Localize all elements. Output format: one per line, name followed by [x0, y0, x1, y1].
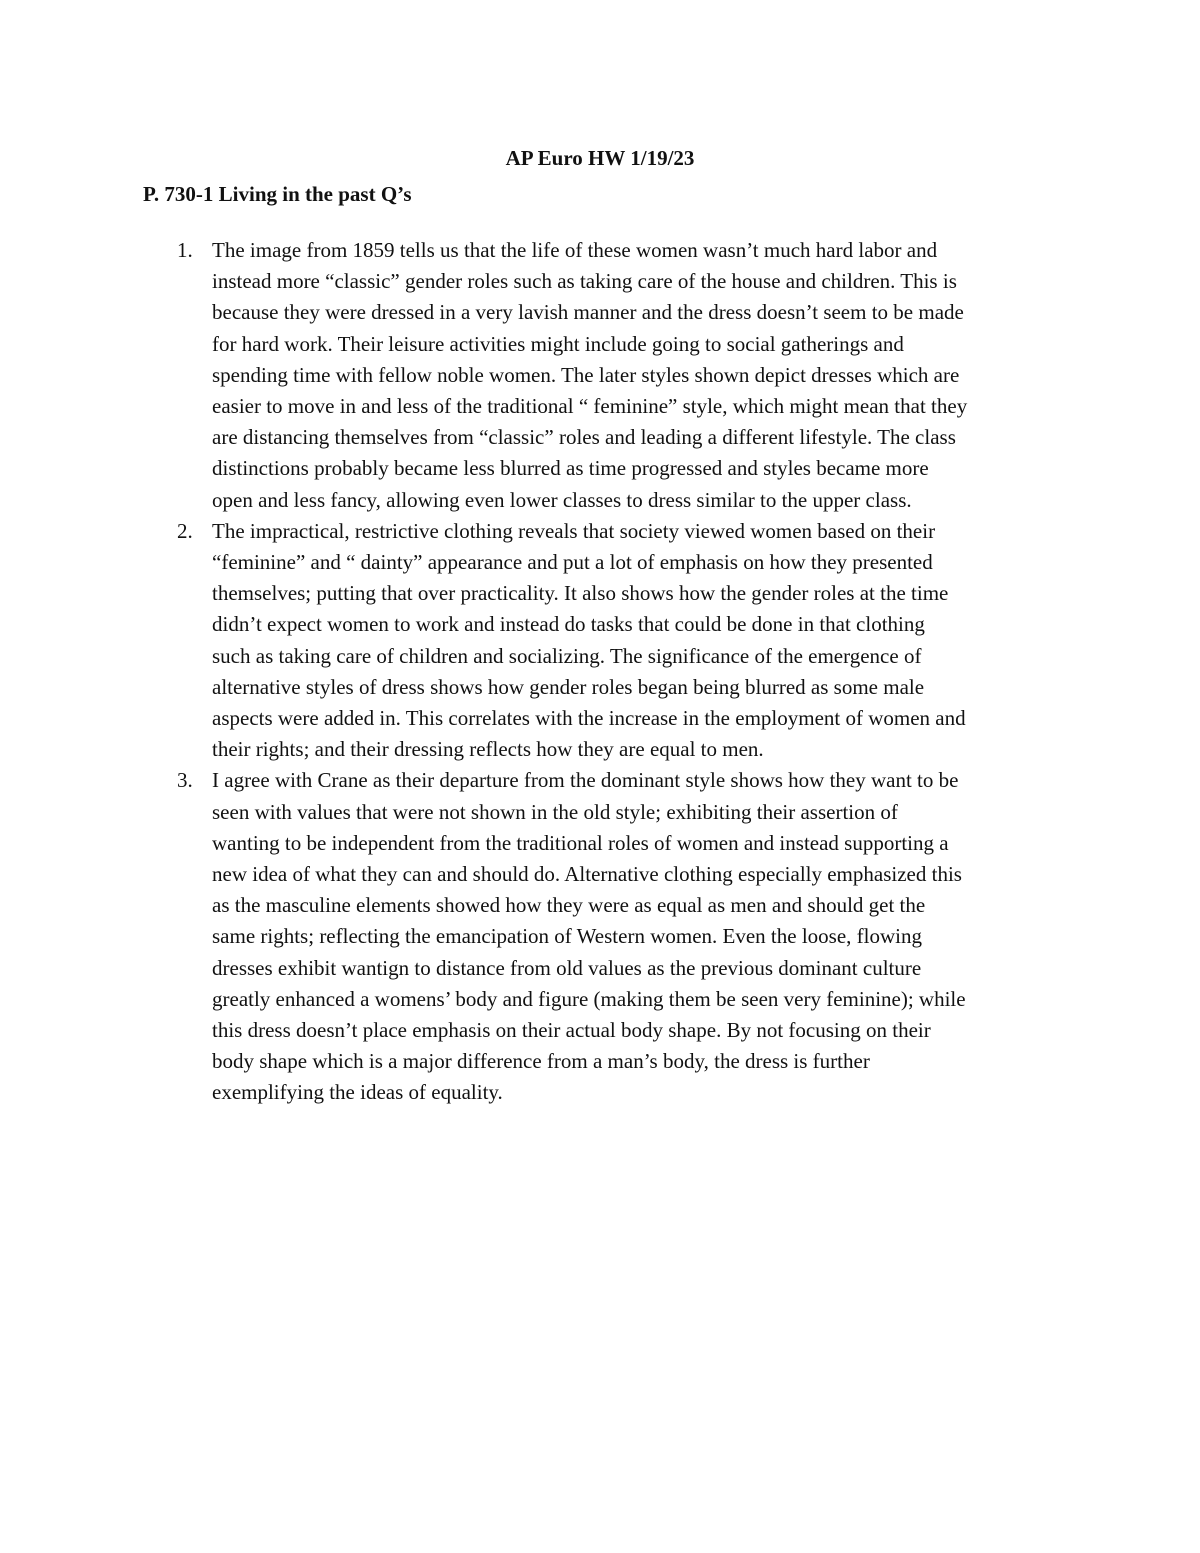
text-line: distinctions probably became less blurred as time progressed and styles became more [212, 456, 929, 481]
text-line: The impractical, restrictive clothing reveals that society viewed women based on their [212, 518, 936, 543]
answer-list [143, 235, 1073, 1109]
text-line: body shape which is a major difference from a man’s body, the dress is further [212, 1049, 870, 1074]
answer-item-1 [143, 235, 1073, 516]
text-line: such as taking care of children and socializing. The significance of the emergence of [212, 643, 922, 668]
page-title: AP Euro HW 1/19/23 [505, 146, 695, 170]
text-line: exemplifying the ideas of equality. [212, 1080, 503, 1105]
text-line: instead more “classic” gender roles such as taking care of the house and children. This is [212, 269, 957, 294]
text-line: because they were dressed in a very lavish manner and the dress doesn’t seem to be made [212, 300, 964, 325]
text-line: alternative styles of dress shows how gender roles began being blurred as some male [212, 674, 925, 699]
answer-text [212, 765, 1073, 1108]
text-line: I agree with Crane as their departure from the dominant style shows how they want to be [212, 768, 959, 793]
text-line: “feminine” and “ dainty” appearance and put a lot of emphasis on how they presented [212, 550, 933, 575]
text-line: themselves; putting that over practicality. It also shows how the gender roles at the time [212, 581, 949, 606]
text-line: new idea of what they can and should do. Alternative clothing especially emphasized this [212, 862, 962, 887]
text-line: this dress doesn’t place emphasis on their actual body shape. By not focusing on their [212, 1018, 931, 1043]
text-line: are distancing themselves from “classic” roles and leading a different lifestyle. The class [212, 425, 956, 450]
text-line: as the masculine elements showed how they were as equal as men and should get the [212, 893, 926, 918]
answer-number: 3. [177, 768, 193, 793]
text-line: open and less fancy, allowing even lower classes to dress similar to the upper class. [212, 487, 912, 512]
answer-text [212, 516, 1073, 766]
answer-item-2 [143, 516, 1073, 766]
text-line: spending time with fellow noble women. The later styles shown depict dresses which are [212, 362, 960, 387]
text-line: for hard work. Their leisure activities might include going to social gatherings and [212, 331, 904, 356]
answer-text [212, 235, 1073, 516]
text-line: seen with values that were not shown in the old style; exhibiting their assertion of [212, 799, 898, 824]
text-line: wanting to be independent from the traditional roles of women and instead supporting a [212, 830, 949, 855]
text-line: The image from 1859 tells us that the life of these women wasn’t much hard labor and [212, 238, 938, 262]
text-line: didn’t expect women to work and instead do tasks that could be done in that clothing [212, 612, 925, 637]
text-line: greatly enhanced a womens’ body and figure (making them be seen very feminine); while [212, 986, 966, 1011]
answer-item-3 [143, 765, 1073, 1108]
answer-number: 1. [177, 238, 193, 262]
text-line: aspects were added in. This correlates with the increase in the employment of women and [212, 706, 966, 731]
text-line: dresses exhibit wantign to distance from old values as the previous dominant culture [212, 955, 922, 980]
text-line: easier to move in and less of the traditional “ feminine” style, which might mean that they [212, 394, 968, 419]
text-line: their rights; and their dressing reflects how they are equal to men. [212, 737, 764, 762]
section-heading: P. 730-1 Living in the past Q’s [143, 182, 412, 206]
text-line: same rights; reflecting the emancipation of Western women. Even the loose, flowing [212, 924, 922, 949]
answer-number: 2. [177, 518, 193, 543]
